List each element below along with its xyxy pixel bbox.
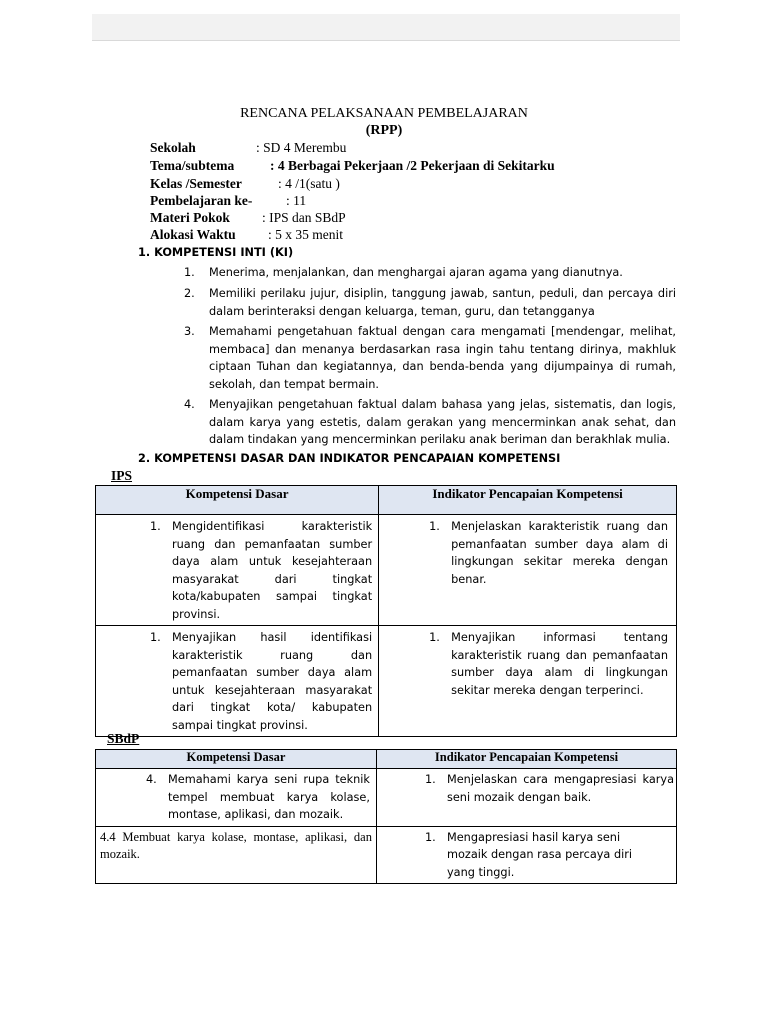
ki-item-text: Menyajikan pengetahuan faktual dalam bahasa yang jelas, sistematis, dan logis, dalam karya yang estetis, dalam gerakan yang mencerminkan anak sehat, dan dalam tindakan yang mencerminkan perilaku anak beriman dan berakhlak mulia. — [209, 398, 676, 446]
identity-value-sekolah: : SD 4 Merembu — [256, 140, 347, 155]
document-subtitle: (RPP) — [365, 123, 403, 138]
ips-kd-text: Menyajikan hasil identifikasi karakteristik ruang dan pemanfaatan sumber daya alam untuk kesejahteraan masyarakat dari tingkat kota/ kabupaten sampai tingkat provinsi. — [172, 631, 373, 732]
sbdp-header-kd: Kompetensi Dasar — [96, 750, 377, 769]
document-title: RENCANA PELAKSANAAN PEMBELAJARAN — [240, 106, 528, 121]
sbdp-indikator-number: 1. — [424, 830, 436, 844]
ips-indikator-text: Menyajikan informasi tentang karakteristik ruang dan pemanfaatan sumber daya alam di lingkungan sekitar mereka dengan terperinci. — [451, 631, 668, 697]
sbdp-header-indikator: Indikator Pencapaian Kompetensi — [376, 750, 676, 769]
ips-header-kd: Kompetensi Dasar — [96, 486, 379, 515]
ki-item — [184, 264, 676, 282]
table-row — [96, 515, 677, 626]
identity-label-materi: Materi Pokok — [150, 210, 230, 225]
sbdp-indikator-text: Menjelaskan cara mengapresiasi karya seni mozaik dengan baik. — [446, 773, 674, 804]
ki-item — [184, 323, 676, 393]
ips-indikator-text: Menjelaskan karakteristik ruang dan pemanfaatan sumber daya alam di lingkungan sekitar mereka dengan benar. — [451, 520, 668, 586]
ki-item-number: 1. — [184, 266, 195, 279]
sbdp-kd-text: 4.4 Membuat karya kolase, montase, aplikasi, dan mozaik. — [100, 829, 372, 861]
ki-item — [184, 285, 676, 320]
ki-item-number: 2. — [184, 287, 195, 300]
sbdp-label: SBdP — [107, 731, 140, 746]
ki-item-number: 3. — [184, 325, 195, 338]
ki-item-text: Menerima, menjalankan, dan menghargai ajaran agama yang dianutnya. — [209, 266, 623, 279]
identity-label-pembelajaran: Pembelajaran ke- — [150, 193, 253, 208]
ki-item-number: 4. — [184, 398, 195, 411]
ki-item-text: Memiliki perilaku jujur, disiplin, tanggung jawab, santun, peduli, dan percaya diri dalam berinteraksi dengan keluarga, teman, guru, dan tetangganya — [209, 287, 676, 318]
sbdp-indikator-number: 1. — [424, 773, 436, 786]
identity-value-pembelajaran: : 11 — [286, 193, 307, 208]
ips-kd-number: 1. — [150, 520, 161, 533]
ki-heading: 1. KOMPETENSI INTI (KI) — [138, 246, 294, 259]
identity-label-kelas: Kelas /Semester — [150, 176, 242, 191]
sbdp-table — [95, 749, 677, 884]
table-row — [96, 826, 677, 884]
ips-header-indikator: Indikator Pencapaian Kompetensi — [379, 486, 677, 515]
table-row — [96, 626, 677, 737]
table-row — [96, 769, 677, 827]
kd-heading: 2. KOMPETENSI DASAR DAN INDIKATOR PENCAPAIAN KOMPETENSI — [138, 452, 561, 465]
identity-value-alokasi: : 5 x 35 menit — [268, 227, 343, 242]
identity-label-tema: Tema/subtema — [150, 158, 235, 173]
ips-kd-text: Mengidentifikasi karakteristik ruang dan pemanfaatan sumber daya alam untuk kesejahteraan masyarakat dari tingkat kota/kabupaten sampai tingkat provinsi. — [172, 520, 373, 621]
identity-value-materi: : IPS dan SBdP — [262, 210, 346, 225]
ips-kd-number: 1. — [150, 631, 161, 644]
identity-label-alokasi: Alokasi Waktu — [150, 227, 236, 242]
ips-indikator-number: 1. — [429, 520, 440, 533]
ips-label: IPS — [111, 468, 133, 483]
ki-item — [184, 396, 676, 449]
sbdp-kd-number: 4. — [146, 773, 157, 786]
sbdp-kd-text: Memahami karya seni rupa teknik tempel membuat karya kolase, montase, aplikasi, dan mozaik. — [168, 773, 370, 821]
identity-value-kelas: : 4 /1(satu ) — [278, 176, 340, 191]
identity-label-sekolah: Sekolah — [150, 140, 196, 155]
ips-table — [95, 485, 677, 737]
sbdp-indikator-text: Mengapresiasi hasil karya seni mozaik dengan rasa percaya diri yang tinggi. — [446, 830, 633, 879]
identity-value-tema: : 4 Berbagai Pekerjaan /2 Pekerjaan di Sekitarku — [270, 158, 555, 173]
ki-item-text: Memahami pengetahuan faktual dengan cara mengamati [mendengar, melihat, membaca] dan menanya berdasarkan rasa ingin tahu tentang dirinya, makhluk ciptaan Tuhan dan kegiatannya, dan benda-benda yang dijumpainya di rumah, sekolah, dan tempat bermain. — [209, 325, 676, 391]
ips-indikator-number: 1. — [429, 631, 440, 644]
